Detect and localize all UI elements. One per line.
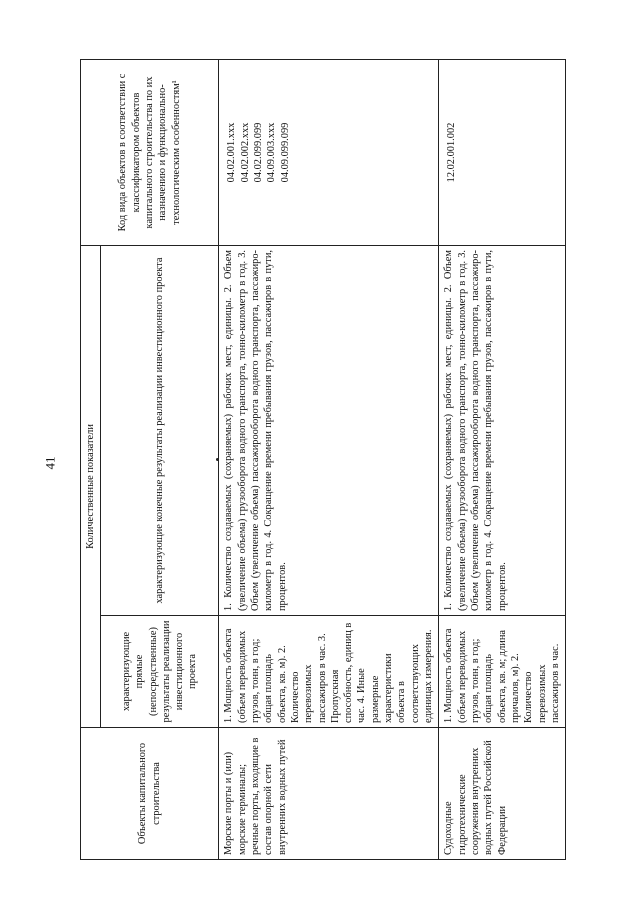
capital-construction-table (80, 59, 566, 860)
row-final-results: 1. Количество создаваемых (сохраняемых) рабочих мест, единицы. 2. Объем (увеличение объема) грузооборота водного транспорта, тонно-километр в год. 3. Объем (увеличение объема) пассажирооборота водного транспорта, пассажиро-километр в год. 4. Сокращение времени пребывания грузов, пассажиров в пути, процентов. (219, 246, 439, 616)
header-row-top (81, 60, 101, 860)
row-codes (219, 60, 439, 246)
table-row (219, 60, 439, 860)
rotated-table-sheet (80, 60, 561, 860)
row-final-results: 1. Количество создаваемых (сохраняемых) рабочих мест, единицы. 2. Объем (увеличение объема) грузооборота водного транспорта, тонно-километр в год. 3. Объем (увеличение объема) пассажирооборота водного транспорта, пассажиро-километр в год. 4. Сокращение времени пребывания грузов, пассажиров в пути, процентов. (439, 246, 566, 616)
header-quantitative: Количественные показатели (81, 246, 101, 728)
code-item: 04.09.003.ххх (266, 122, 278, 183)
header-direct-results: характеризующие прямые (непосредственные) результаты реализации инвестиционного проекта (101, 616, 219, 728)
row-codes (439, 60, 566, 246)
code-item: 04.02.002.ххх (239, 122, 251, 183)
header-code: Код вида объектов в соответствии с классификатором объектов капитального строительства по их назначению и функционально-технологическим особенностям¹ (81, 60, 219, 246)
code-item: 04.09.099.099 (279, 122, 291, 183)
row-direct-results: 1. Мощность объекта (объем переводимых грузов, тонн, в год; общая площадь объекта, кв. м). 2. Количество перевозимых пассажиров в час. 3. Пропускная способность, единиц в час. 4. Иные размерные характеристики объекта в соответствующих единицах измерения. (219, 616, 439, 728)
page-number: 41 (42, 456, 58, 470)
header-final-results: характеризующие конечные результаты реализации инвестиционного проекта (101, 246, 219, 616)
code-item: 04.02.001.ххх (226, 122, 238, 183)
code-item: 12.02.001.002 (446, 122, 458, 183)
row-direct-results: 1. Мощность объекта (объем переводимых грузов, тонн, в год; общая площадь объекта, кв. м; длина причалов, м). 2. Количество перевозимых пассажиров в час. (439, 616, 566, 728)
row-object-name: Судоходные гидротехнические сооружения внутренних водных путей Российской Федерации (439, 728, 566, 860)
code-item: 04.02.099.099 (252, 122, 264, 183)
header-objects: Объекты капитального строительства (81, 728, 219, 860)
row-object-name: Морские порты и (или) морские терминалы; речные порты, входящие в состав опорной сети внутренних водных путей (219, 728, 439, 860)
table-row (439, 60, 566, 860)
